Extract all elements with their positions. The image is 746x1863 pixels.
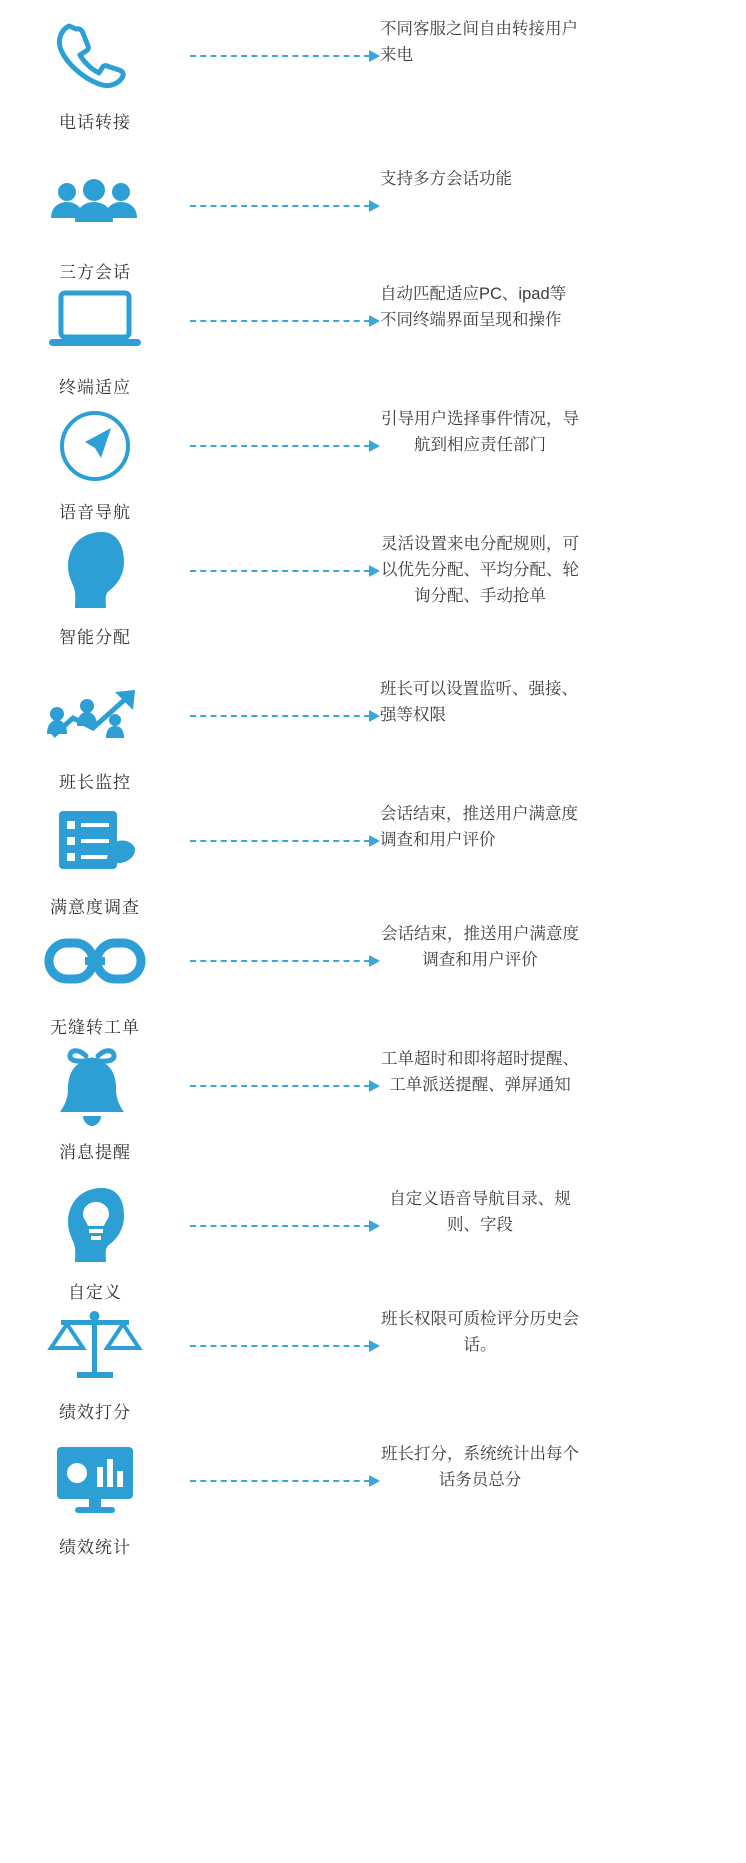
feature-description-column: [380, 275, 746, 333]
feature-icon-column: [0, 400, 190, 523]
feature-description-column: [380, 670, 746, 728]
feature-description-column: [380, 1180, 746, 1238]
telephone-handset-icon: [40, 10, 150, 102]
feature-icon-column: [0, 1040, 190, 1163]
dashed-line: [190, 715, 370, 717]
dashed-line: [190, 1225, 370, 1227]
feature-icon-column: [0, 1435, 190, 1558]
dashed-line: [190, 1345, 370, 1347]
feature-description-column: [380, 1040, 746, 1098]
feature-icon-column: [0, 670, 190, 793]
feature-label: 班长监控: [59, 773, 131, 792]
feature-row: [0, 795, 746, 915]
feature-description: 班长权限可质检评分历史会话。: [381, 1310, 579, 1354]
feature-description: 班长打分，系统统计出每个话务员总分: [381, 1445, 579, 1489]
dashed-line: [190, 570, 370, 572]
arrow-head-icon: [369, 200, 380, 212]
feature-row: [0, 1180, 746, 1300]
feature-icon-column: [0, 525, 190, 648]
feature-icon-column: [0, 10, 190, 133]
feature-description-column: [380, 525, 746, 609]
arrow-connector: [190, 1435, 380, 1527]
feature-label: 绩效打分: [59, 1403, 131, 1422]
feature-description-column: [380, 10, 746, 68]
feature-row: [0, 400, 746, 525]
feature-label: 自定义: [68, 1283, 122, 1302]
feature-icon-column: [0, 1180, 190, 1303]
feature-row: [0, 275, 746, 400]
arrow-connector: [190, 915, 380, 1007]
balance-scale-icon: [40, 1300, 150, 1392]
feature-row: [0, 1300, 746, 1435]
feature-label: 三方会话: [59, 263, 131, 282]
arrow-connector: [190, 10, 380, 102]
dashed-line: [190, 1085, 370, 1087]
arrow-connector: [190, 1040, 380, 1132]
chain-link-icon: [40, 915, 150, 1007]
feature-label: 无缝转工单: [50, 1018, 140, 1037]
feature-description: 灵活设置来电分配规则，可以优先分配、平均分配、轮询分配、手动抢单: [381, 535, 579, 605]
arrow-head-icon: [369, 835, 380, 847]
feature-description: 会话结束，推送用户满意度调查和用户评价: [381, 925, 579, 969]
arrow-connector: [190, 160, 380, 252]
feature-row: [0, 10, 746, 160]
feature-label: 电话转接: [59, 113, 131, 132]
arrow-head-icon: [369, 50, 380, 62]
dashed-line: [190, 840, 370, 842]
feature-description-column: [380, 1435, 746, 1493]
feature-row: [0, 670, 746, 795]
feature-description: 自定义语音导航目录、规则、字段: [389, 1190, 571, 1234]
arrow-connector: [190, 275, 380, 367]
arrow-head-icon: [369, 1475, 380, 1487]
feature-row: [0, 1435, 746, 1565]
feature-description-column: [380, 795, 746, 853]
dashed-line: [190, 445, 370, 447]
feature-description: 支持多方会话功能: [380, 170, 512, 188]
feature-label: 满意度调查: [50, 898, 140, 917]
feature-description: 自动匹配适应PC、ipad等不同终端界面呈现和操作: [380, 285, 567, 329]
feature-row: [0, 1040, 746, 1180]
feature-icon-column: [0, 915, 190, 1038]
arrow-connector: [190, 400, 380, 492]
bell-icon: [40, 1040, 150, 1132]
arrow-connector: [190, 670, 380, 762]
dashed-line: [190, 55, 370, 57]
dashed-line: [190, 1480, 370, 1482]
arrow-connector: [190, 795, 380, 887]
dashed-line: [190, 320, 370, 322]
feature-description-column: [380, 400, 746, 458]
dashed-line: [190, 960, 370, 962]
laptop-icon: [40, 275, 150, 367]
arrow-head-icon: [369, 710, 380, 722]
feature-label: 终端适应: [59, 378, 131, 397]
arrow-head-icon: [369, 315, 380, 327]
feature-label: 智能分配: [59, 628, 131, 647]
arrow-head-icon: [369, 1220, 380, 1232]
dashed-line: [190, 205, 370, 207]
feature-row: [0, 915, 746, 1040]
compass-navigation-icon: [40, 400, 150, 492]
arrow-connector: [190, 1180, 380, 1272]
feature-description: 会话结束，推送用户满意度调查和用户评价: [380, 805, 578, 849]
feature-description-column: [380, 915, 746, 973]
arrow-connector: [190, 525, 380, 617]
feature-label: 消息提醒: [59, 1143, 131, 1162]
growth-chart-people-icon: [40, 670, 150, 762]
feature-description-column: [380, 160, 746, 192]
feature-label: 语音导航: [59, 503, 131, 522]
monitor-chart-icon: [40, 1435, 150, 1527]
feature-row: [0, 525, 746, 670]
arrow-head-icon: [369, 1340, 380, 1352]
head-lightbulb-icon: [40, 1180, 150, 1272]
arrow-head-icon: [369, 440, 380, 452]
feature-description: 班长可以设置监听、强接、强等权限: [380, 680, 578, 724]
feature-description-column: [380, 1300, 746, 1358]
feature-description: 工单超时和即将超时提醒、工单派送提醒、弹屏通知: [381, 1050, 579, 1094]
feature-icon-column: [0, 1300, 190, 1423]
arrow-head-icon: [369, 955, 380, 967]
feature-icon-column: [0, 275, 190, 398]
head-profile-icon: [40, 525, 150, 617]
feature-icon-column: [0, 160, 190, 283]
arrow-head-icon: [369, 565, 380, 577]
survey-clipboard-icon: [40, 795, 150, 887]
feature-row: [0, 160, 746, 282]
feature-description: 引导用户选择事件情况，导航到相应责任部门: [381, 410, 579, 454]
arrow-connector: [190, 1300, 380, 1392]
feature-description: 不同客服之间自由转接用户来电: [380, 20, 578, 64]
feature-label: 绩效统计: [59, 1538, 131, 1557]
three-people-group-icon: [40, 160, 150, 252]
arrow-head-icon: [369, 1080, 380, 1092]
feature-icon-column: [0, 795, 190, 918]
